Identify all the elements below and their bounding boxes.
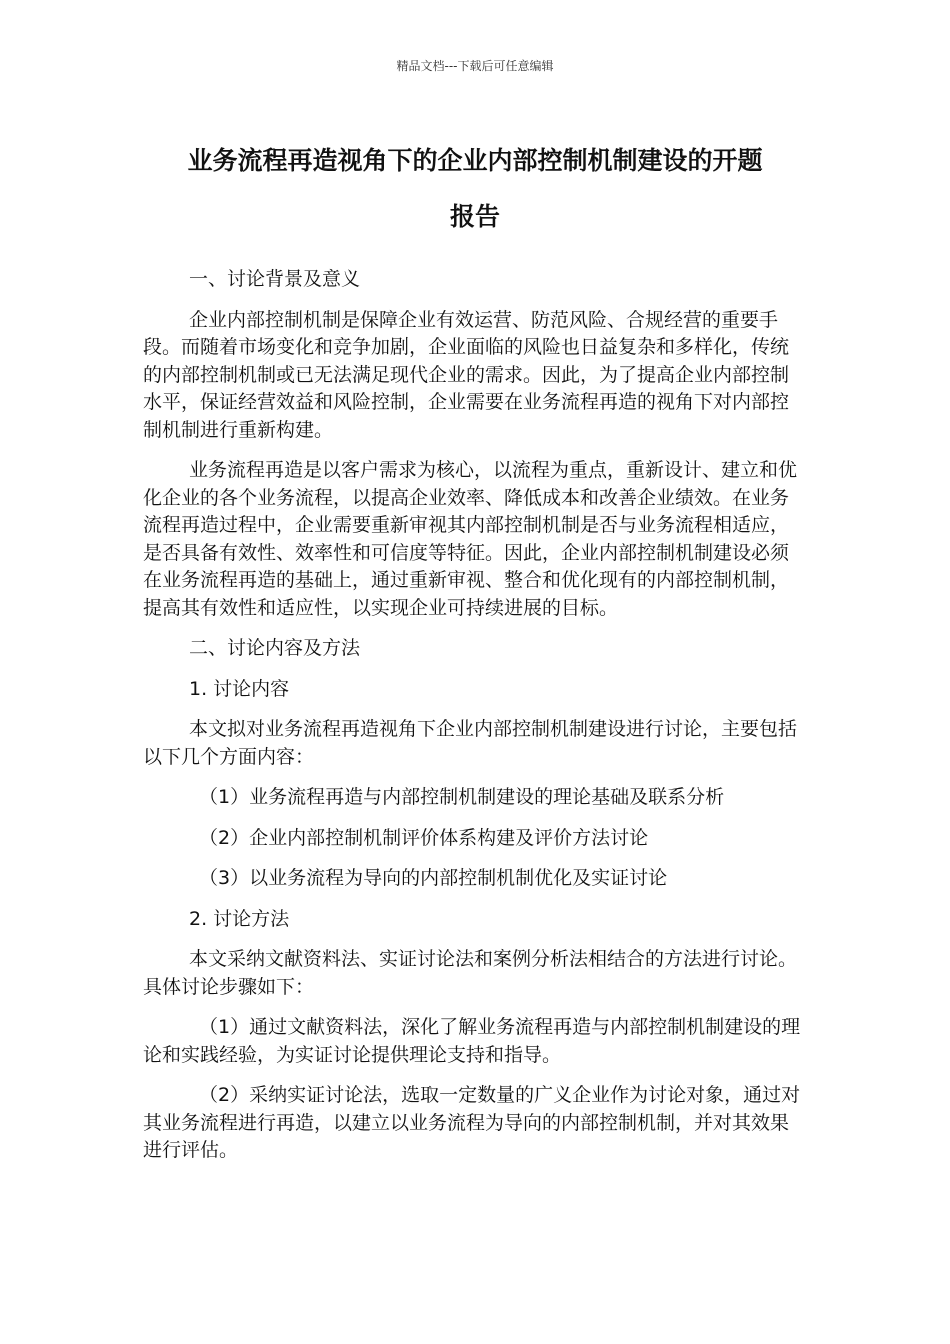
method-item-1: （1）通过文献资料法，深化了解业务流程再造与内部控制机制建设的理论和实践经验，为实证讨论提供理论支持和指导。 xyxy=(143,1016,801,1066)
document-title xyxy=(140,133,810,245)
subsection-1-heading: 1. 讨论内容 xyxy=(189,677,290,700)
header-watermark: 精品文档---下载后可任意编辑 xyxy=(396,59,554,73)
subsection-2-heading: 2. 讨论方法 xyxy=(189,907,290,930)
section-1-heading: 一、讨论背景及意义 xyxy=(189,268,361,290)
content-item-1: （1）业务流程再造与内部控制机制建设的理论基础及联系分析 xyxy=(199,786,725,808)
content-item-2: （2）企业内部控制机制评价体系构建及评价方法讨论 xyxy=(199,826,649,849)
title-line-1: 业务流程再造视角下的企业内部控制机制建设的开题 xyxy=(187,146,763,175)
section-2-heading: 二、讨论内容及方法 xyxy=(189,637,361,659)
subsection-1-paragraph: 本文拟对业务流程再造视角下企业内部控制机制建设进行讨论，主要包括以下几个方面内容： xyxy=(143,718,798,768)
title-line-2: 报告 xyxy=(449,202,500,231)
section-1-paragraph-2: 业务流程再造是以客户需求为核心，以流程为重点，重新设计、建立和优化企业的各个业务流程，以提高企业效率、降低成本和改善企业绩效。在业务流程再造过程中，企业需要重新审视其内部控制机制是否与业务流程相适应，是否具备有效性、效率性和可信度等特征。因此，企业内部控制机制建设必须在业务流程再造的基础上，通过重新审视、整合和优化现有的内部控制机制，提高其有效性和适应性，以实现企业可持续进展的目标。 xyxy=(143,459,798,619)
content-item-3: （3）以业务流程为导向的内部控制机制优化及实证讨论 xyxy=(199,867,668,889)
subsection-2-paragraph: 本文采纳文献资料法、实证讨论法和案例分析法相结合的方法进行讨论。具体讨论步骤如下： xyxy=(143,948,798,998)
section-1-paragraph-1: 企业内部控制机制是保障企业有效运营、防范风险、合规经营的重要手段。而随着市场变化和竞争加剧，企业面临的风险也日益复杂和多样化，传统的内部控制机制或已无法满足现代企业的需求。因此，为了提高企业内部控制水平，保证经营效益和风险控制，企业需要在业务流程再造的视角下对内部控制机制进行重新构建。 xyxy=(143,308,790,441)
method-item-2: （2）采纳实证讨论法，选取一定数量的广义企业作为讨论对象，通过对其业务流程进行再造，以建立以业务流程为导向的内部控制机制，并对其效果进行评估。 xyxy=(143,1084,801,1161)
document-body xyxy=(143,266,807,1178)
